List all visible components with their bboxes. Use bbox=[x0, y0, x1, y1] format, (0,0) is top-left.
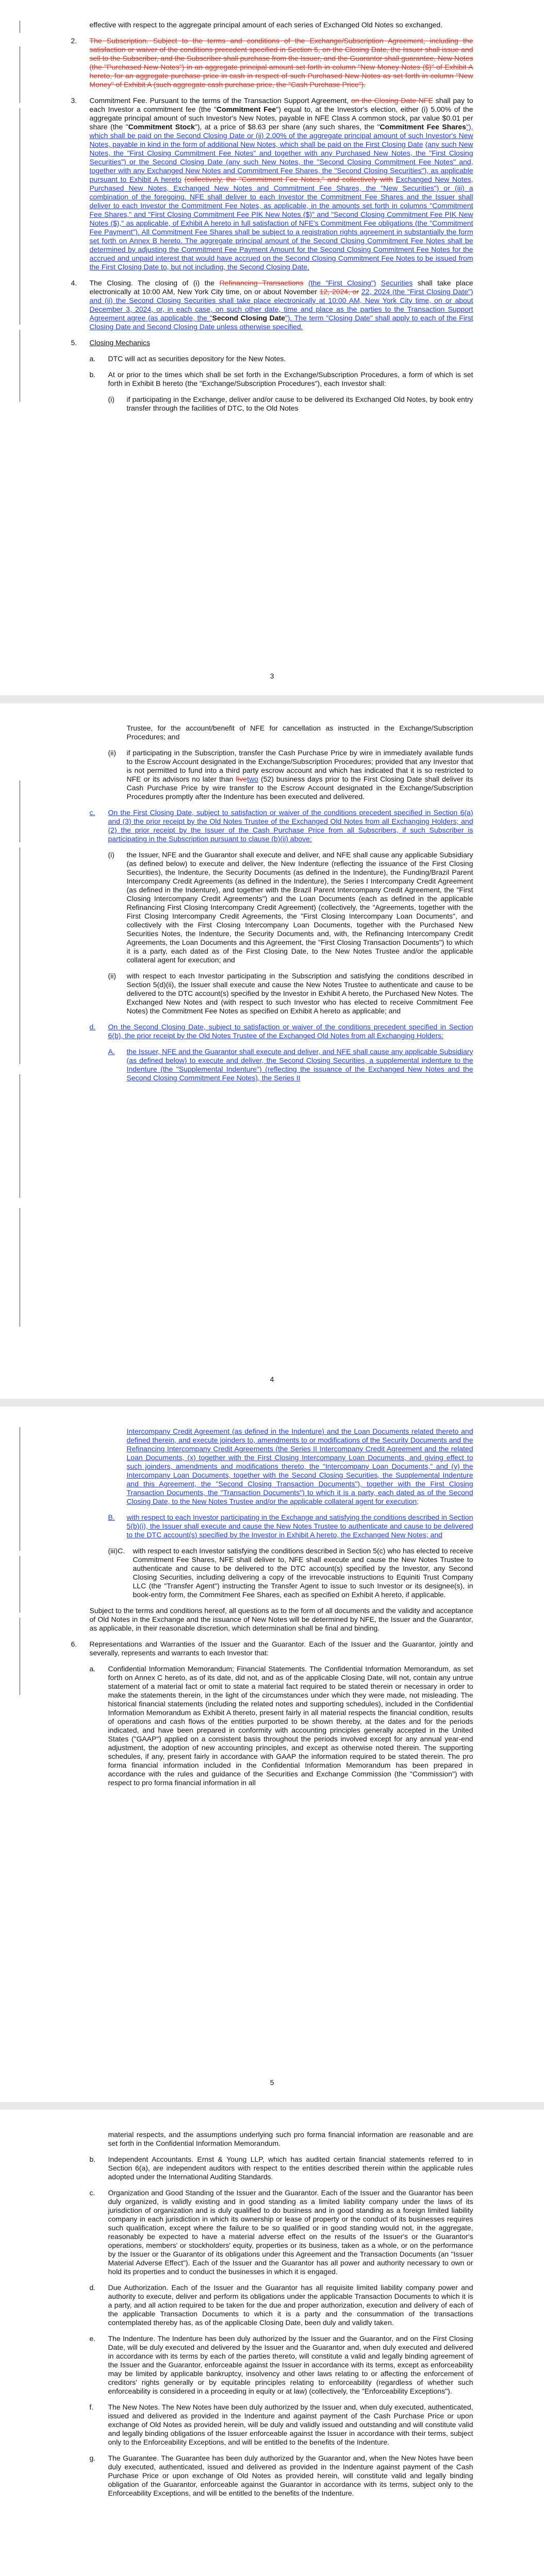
item-marker: a. bbox=[89, 354, 96, 363]
defined-term: Second Closing Date bbox=[212, 314, 285, 322]
section-4 bbox=[71, 279, 473, 338]
item-marker: c. bbox=[89, 2189, 95, 2197]
section-5d-c-text: with respect to each Investor satisfying the conditions described in Section 5(c) who has elected to receive Commitment Fee Shares, NFE shall deliver to, NFE shall execute and cause the New Notes Trustee to authenticate and cause to be delivered to the DTC account(s) specified by the Investor, any Second Closing Securities, including delivering a copy of the irrevocable instructions to Equiniti Trust Company LLC (the "Transfer Agent") instructing the Transfer Agent to issue to such Investor or its designee(s), in book-entry form, the Commitment Fee Shares, each as specified on Exhibit A hereto, if applicable. bbox=[133, 1547, 473, 1599]
section-5b-ii-text bbox=[127, 749, 473, 801]
section-5d-text: On the Second Closing Date, subject to satisfaction or waiver of the conditions precedent specified in Section 6(b), the prior receipt by the Old Notes Trustee of the Exchanged Old Notes from all Exchanging Holders: bbox=[108, 1023, 473, 1040]
determination-paragraph: Subject to the terms and conditions hereof, all questions as to the form of all documents and the validity and acceptance of Old Notes in the Exchange and the issuance of New Notes will be determined by NFE, the Issuer and the Guarantor, as applicable, in their reasonable discretion, which determination shall be final and binding. bbox=[89, 1606, 473, 1632]
inserted-text: Securities bbox=[381, 279, 413, 287]
text-run: "), at a price of $8.63 per share (any such shares, the " bbox=[194, 123, 380, 131]
section-number: 2. bbox=[71, 37, 77, 45]
section-5d bbox=[90, 1023, 473, 1047]
item-marker: d. bbox=[89, 1023, 96, 1031]
section-5a bbox=[90, 354, 473, 370]
section-5d-b-text: with respect to each Investor participating in the Exchange and satisfying the conditions described in Section 5(b)(i), the Issuer shall execute and cause the New Notes Trustee to authenticate and cause to be delivered to the DTC account(s) specified by the Investor in Exhibit A hereto, the Exchanged New Notes; and bbox=[126, 1513, 473, 1539]
item-marker: (i) bbox=[108, 851, 114, 859]
item-marker: b. bbox=[89, 2155, 96, 2163]
item-marker: (iii)C. bbox=[108, 1547, 125, 1555]
section-5c-i bbox=[108, 851, 473, 972]
section-number: 4. bbox=[71, 279, 77, 287]
section-number: 5. bbox=[71, 338, 77, 347]
section-5b bbox=[90, 370, 473, 395]
item-marker: a. bbox=[89, 1665, 96, 1673]
item-marker: c. bbox=[89, 808, 95, 817]
section-6-text: Representations and Warranties of the Issuer and the Guarantor. Each of the Issuer and the Guarantor, jointly and severally, represents and warrants to each Investor that: bbox=[89, 1640, 473, 1657]
deleted-text: Refinancing Transactions bbox=[219, 279, 304, 287]
defined-term: Commitment Stock bbox=[128, 123, 195, 131]
section-6 bbox=[71, 1640, 473, 1665]
section-6b-text: Independent Accountants. Ernst & Young LLP, which has audited certain financial statements referred to in Section 6(a), are independent auditors with respect to the entities described therein within the applicable rules adopted under the International Auditing Standards. bbox=[108, 2155, 473, 2181]
section-6a-text: Confidential Information Memorandum; Financial Statements. The Confidential Information Memorandum, as set forth on Annex C hereto, as of its date, did not, and as of the applicable Closing Date, will not, contain any untrue statement of a material fact or omit to state a material fact required to be stated therein or necessary in order to make the statements therein, in the light of the circumstances under which they were made, not misleading. The historical financial statements (including the related notes and supporting schedules), included in the Confidential Information Memorandum as Exhibit A thereto, present fairly in all material respects the financial condition, results of operations and cash flows of the entities purported to be shown thereby, at the dates and for the periods indicated, and have been prepared in conformity with accounting principles generally accepted in the United States ("GAAP") applied on a consistent basis throughout the periods involved except for any annual year-end adjustment, the adoption of new accounting principles, and except as otherwise noted therein. The supporting schedules, if any, present fairly in accordance with GAAP the information required to be stated therein. The pro forma financial information included in the Confidential Information Memorandum has been prepared in accordance with the rules and guidance of the Securities and Exchange Commission (the "Commission") with respect to pro forma financial information in all bbox=[108, 1665, 473, 1787]
section-5c-text: On the First Closing Date, subject to satisfaction or waiver of the conditions precedent specified in Section 6(a) and (3) the prior receipt by the Old Notes Trustee of the Exchanged Old Notes from all Exchanging Holders; and (2) the prior receipt by the Issuer of the Cash Purchase Price from all Subscribers, if such Subscriber is participating in the Subscription pursuant to clause (b)(ii) above: bbox=[108, 808, 473, 843]
section-5d-b bbox=[108, 1513, 473, 1547]
section-5d-a-text: the Issuer, NFE and the Guarantor shall execute and deliver, and NFE shall cause any applicable Subsidiary (as defined below) to execute and deliver, the Second Closing Securities, a supplemental indenture to the Indenture (the "Supplemental Indenture") (reflecting the issuance of the Exchanged New Notes and the Second Closing Commitment Fee Notes), the Series II bbox=[126, 1047, 473, 1082]
section-6b bbox=[90, 2155, 473, 2189]
page-number: 4 bbox=[270, 1375, 274, 1383]
section-3-text bbox=[90, 96, 473, 272]
section-5b-text: At or prior to the times which shall be set forth in the Exchange/Subscription Procedures, a form of which is set forth in Exhibit B hereto (the "Exchange/Subscription Procedures"), each Investor shall: bbox=[108, 370, 473, 387]
item-marker: (ii) bbox=[108, 972, 117, 980]
intro-paragraph: effective with respect to the aggregate principal amount of each series of Exchanged Old Notes so exchanged. bbox=[89, 21, 443, 29]
section-5c-ii bbox=[108, 972, 473, 1023]
inserted-text: "). The term "Closing Date" shall apply to each of the First Closing Date and Second Closing Date unless otherwise specified. bbox=[89, 314, 473, 331]
section-number: 6. bbox=[71, 1640, 77, 1648]
text-run: if participating in the Subscription, transfer the Cash Purchase Price by wire in immediately available funds to the Escrow Account designated in the Exchange/Subscription Procedures; provided that any Investor that is not permitted to fund into a third party escrow account and which has indicated that it is so restricted to NFE or its advisors no later than bbox=[126, 749, 473, 783]
section-5d-c bbox=[108, 1547, 473, 1606]
inserted-text: "), which shall be paid on the Second Closing Date or (ii) 2.00% of the aggregate principal amount of such Investor's New Notes, payable in kind in the form of additional New Notes, which shall be paid on the First Closing Date bbox=[89, 123, 473, 148]
section-2 bbox=[71, 37, 473, 96]
document-page-6 bbox=[0, 2110, 544, 2576]
text-run: shall take place electronically at 10:00 AM, New York City time, on or about November bbox=[89, 279, 473, 296]
section-6a bbox=[90, 1665, 473, 1794]
continued-paragraph: Intercompany Credit Agreement (as defined in the Indenture) and the Loan Documents related thereto and defined therein, and execute joinders to, amendments to or modifications of the Security Documents and the Refinancing Intercompany Credit Agreements (the Series II Intercompany Credit Agreement and the related Loan Documents, (x) together with the First Closing Intercompany Loan Documents, and giving effect to such joinders, amendments and modifications thereto, the "Intercompany Loan Documents," and (y) the Intercompany Loan Documents, together with the Second Closing Securities, the Supplemental Indenture and this Agreement, the "Second Closing Transaction Documents"), together with the First Closing Transaction Documents, the "Transaction Documents") to which it is a party, each dated as of the Second Closing Date, to the New Notes Trustee and/or the applicable collateral agent for execution; bbox=[126, 1427, 473, 1505]
section-6e bbox=[90, 2334, 473, 2403]
section-5d-a bbox=[108, 1047, 473, 1090]
inserted-text: Exchanged New Notes, Purchased New Notes, Exchanged New Notes and Commitment Fee Shares, the "New Securities") or (iii) a combination of the foregoing. NFE shall deliver to each Investor the Commitment Fee Shares and the Issuer shall deliver to each Investor the Commitment Fee Notes, as applicable, in the amounts set forth in columns "Commitment Fee Shares," and "First Closing Commitment Fee PIK New Notes ($)" and "Second Closing Commitment Fee PIK New Notes ($)," as applicable, of Exhibit A hereto in full satisfaction of NFE's Commitment Fee obligations (the "Commitment Fee Payment"). All Commitment Fee Shares shall be subject to a registration rights agreement in substantially the form set forth on Annex B hereto. The aggregate principal amount of the Second Closing Commitment Fee Notes shall be determined by adjusting the Commitment Fee Payment Amount for the Second Closing Commitment Fee Notes for the accrued and unpaid interest that would have accrued on the Second Closing Commitment Fee Notes to be issued from the First Closing Date to, but not including, the Second Closing Date. bbox=[89, 175, 473, 271]
item-marker: (i) bbox=[108, 395, 114, 403]
deleted-text: (collectively, the "Commitment Fee Notes," and collectively with bbox=[184, 175, 393, 183]
defined-term: Commitment Fee Shares bbox=[380, 123, 466, 131]
section-5b-i-text: if participating in the Exchange, deliver and/or cause to be delivered its Exchanged Old Notes, by book entry transfer through the facilities of DTC, to the Old Notes bbox=[126, 395, 473, 412]
document-page-5 bbox=[0, 1406, 544, 2102]
document-page-3 bbox=[0, 0, 544, 696]
section-6g-text: The Guarantee. The Guarantee has been duly authorized by the Guarantor and, when the New Notes have been duly executed, authenticated, issued and delivered as provided in the Indenture against payment of the Cash Purchase Price or upon exchange of Old Notes as provided herein, will constitute valid and legally binding obligation of the Guarantor, enforceable against the Guarantor in accordance with its terms, subject only to the Enforceability Exceptions, and will be entitled to the benefits of the Indenture. bbox=[108, 2454, 473, 2497]
inserted-text: 22, 2024 (the "First Closing Date") and (ii) the Second Closing Securities shall take place electronically at 10:00 AM, New York City time, on or about December 3, 2024, or, in each case, on such other date, time and place as the parties to the Transaction Support Agreement agree (as applicable, the " bbox=[89, 287, 473, 322]
text-run: (52) business days prior to the First Closing Date shall deliver its Cash Purchase Price by wire transfer to the Escrow Account designated in the Exchange/Subscription Procedures promptly after the Indenture has been executed and delivered. bbox=[126, 775, 473, 801]
item-marker: f. bbox=[89, 2403, 94, 2411]
section-6e-text: The Indenture. The Indenture has been duly authorized by the Issuer and the Guarantor, and on the First Closing Date, will be duly executed and delivered by the Issuer and the Guarantor and, when duly executed and delivered in accordance with its terms by each of the parties thereto, will constitute a valid and legally binding agreement of the Issuer and the Guarantor, enforceable against the Issuer in accordance with its terms, except as enforceability may be limited by applicable bankruptcy, insolvency and other laws relating to or affecting the enforcement of creditors' rights generally or by equitable principles relating to enforceability (regardless of whether such enforceability is considered in a proceeding in equity or at law) (collectively, the "Enforceability Exceptions"). bbox=[108, 2334, 473, 2395]
item-marker: B. bbox=[108, 1513, 115, 1521]
defined-term: Commitment Fee bbox=[216, 105, 276, 113]
section-6d bbox=[90, 2283, 473, 2334]
section-number: 3. bbox=[71, 96, 77, 105]
section-5 bbox=[71, 338, 473, 354]
continued-paragraph: material respects, and the assumptions underlying such pro forma financial information are reasonable and are set forth in the Confidential Information Memorandum. bbox=[108, 2130, 473, 2147]
item-marker: d. bbox=[89, 2283, 96, 2292]
section-5b-ii bbox=[108, 749, 473, 808]
text-run: ") equal to, at the Investor's election, either (i) 5.00% of the aggregate principal amount of such Investor's New Notes, payable in NFE Class A common stock, par value $0.01 per share (the " bbox=[89, 105, 473, 131]
section-5c-i-text: the Issuer, NFE and the Guarantor shall execute and deliver, and NFE shall cause any applicable Subsidiary (as defined below) to execute and deliver, the New Indenture (reflecting the issuance of the First Closing Securities), the Indenture, the Security Documents (as defined in the Indenture), the Funding/Brazil Parent Intercompany Credit Agreements (as defined in the Indenture), the Series I Intercompany Credit Agreement (as defined in the Indenture), and together with the Brazil Parent Intercompany Credit Agreement, the "First Closing Intercompany Credit Agreements") and the Loan Documents (each as defined in the applicable Refinancing First Closing Intercompany Credit Agreement) (collectively, the "Agreements, together with the First Closing Intercompany Credit Agreements, the "First Closing Intercompany Loan Documents", and collectively with the First Closing Intercompany Loan Documents, together with the Purchased New Securities Notes, the Indenture, the Security Documents and, with, the Refinancing Intercompany Credit Agreements, the Loan Documents and this Agreement, the "First Closing Transaction Documents") to which it is a party, each dated as of the First Closing Date, to the New Notes Trustee and/or the applicable collateral agent for execution; and bbox=[126, 851, 473, 964]
inserted-text: (the "First Closing") bbox=[308, 279, 376, 287]
page-number: 3 bbox=[270, 672, 274, 680]
text-run: Commitment Fee. Pursuant to the terms of the Transaction Support Agreement, bbox=[89, 96, 349, 105]
continued-paragraph: Trustee, for the account/benefit of NFE for cancellation as instructed in the Exchange/Subscription Procedures; and bbox=[126, 724, 473, 741]
deleted-text: five bbox=[236, 775, 248, 783]
section-3 bbox=[71, 96, 473, 279]
section-5b-i bbox=[108, 395, 473, 420]
page-number: 5 bbox=[270, 2078, 274, 2087]
section-5a-text: DTC will act as securities depository for the New Notes. bbox=[108, 354, 286, 363]
document-page-4 bbox=[0, 703, 544, 1399]
inserted-text: (any such New Notes, the "First Closing Commitment Fee Notes" and together with any Purchased New Notes, the "First Closing Securities") or the Second Closing Date (any such New Notes, the "Second Closing Commitment Fee Notes" and, together with any Exchanged New Notes and Commitment Fee Shares, the "Second Closing Securities"), as applicable pursuant to Exhibit A hereto bbox=[89, 140, 473, 183]
section-5-title: Closing Mechanics bbox=[89, 338, 150, 347]
section-5c-ii-text: with respect to each Investor participating in the Subscription and satisfying the conditions described in Section 5(d)(ii), the Issuer shall execute and cause the New Notes Trustee to authenticate and cause to be delivered to the DTC account(s) specified by the Investor in Exhibit A hereto, the Purchased New Notes. The Exchanged New Notes and (with respect to such Investor who has elected to receive Commitment Fee Notes) the Commitment Fee Notes as specified on Exhibit A hereto as applicable; and bbox=[126, 972, 473, 1015]
section-6g bbox=[90, 2454, 473, 2505]
section-6c-text: Organization and Good Standing of the Issuer and the Guarantor. Each of the Issuer and the Guarantor has been duly organized, is validly existing and in good standing as a limited liability company under the laws of its jurisdiction of organization and is duly qualified to do business and in good standing as a foreign limited liability company in each jurisdiction in which its ownership or lease of property or the conduct of its businesses requires such qualification, except where the failure to be so qualified or in good standing would not, in the aggregate, reasonably be expected to have a material adverse effect on the results of the Issuer's or the Guarantor's operations, members' or stockholders' equity, properties or its business, taken as a whole, or on the performance by the Issuer or the Guarantor of its obligations under this Agreement and the Transaction Documents (an "Issuer Material Adverse Effect"). Each of the Issuer and the Guarantor has all power and authority necessary to own or hold its properties and to conduct the businesses in which it is engaged. bbox=[108, 2189, 473, 2276]
deleted-text: on the Closing Date NFE bbox=[351, 96, 433, 105]
section-6c bbox=[90, 2189, 473, 2283]
item-marker: A. bbox=[108, 1047, 115, 1056]
section-2-deleted-text: The Subscription. Subject to the terms and conditions of the Exchange/Subscription Agreement, including the satisfaction or waiver of the conditions precedent specified in Section 5, on the Closing Date, the Issuer shall issue and sell to the Subscriber, and the Subscriber shall purchase from the Issuer, and the Guarantor shall guarantee, New Notes (the "Purchased New Notes") in an aggregate principal amount set forth in column "New Money Notes ($)" of Exhibit A hereto, for an aggregate purchase price in cash in respect of such Purchased New Notes as set forth in column "New Money" of Exhibit A (such aggregate cash purchase price, the "Cash Purchase Price"). bbox=[89, 37, 473, 89]
section-5c bbox=[90, 808, 473, 851]
text-run: The Closing. The closing of (i) the bbox=[89, 279, 215, 287]
text-run: shall pay to each Investor a commitment fee (the " bbox=[89, 96, 473, 113]
item-marker: b. bbox=[89, 370, 96, 379]
section-6d-text: Due Authorization. Each of the Issuer and the Guarantor has all requisite limited liability company power and authority to execute, deliver and perform its obligations under the applicable Transaction Documents to which it is a party, and all action required to be taken for the due and proper authorization, execution and delivery of each of the applicable Transaction Documents to which it is a party and the consummation of the transactions contemplated thereby has, as of the applicable Closing Date, been duly and validly taken. bbox=[108, 2283, 473, 2327]
section-6f bbox=[90, 2403, 473, 2454]
section-4-text bbox=[90, 279, 473, 331]
inserted-text: two bbox=[247, 775, 258, 783]
deleted-text: 12, 2024, or bbox=[319, 287, 359, 296]
item-marker: g. bbox=[89, 2454, 96, 2462]
section-6f-text: The New Notes. The New Notes have been duly authorized by the Issuer and, when duly executed, authenticated, issued and delivered as provided in the Indenture and against payment of the Cash Purchase Price or upon exchange of Old Notes as provided herein, will be duly and validly issued and outstanding and will constitute valid and legally binding obligations of the Issuer enforceable against the Issuer in accordance with their terms, subject only to the Enforceability Exceptions, and will be entitled to the benefits of the Indenture. bbox=[108, 2403, 473, 2446]
item-marker: (ii) bbox=[108, 749, 117, 757]
item-marker: e. bbox=[89, 2334, 96, 2343]
